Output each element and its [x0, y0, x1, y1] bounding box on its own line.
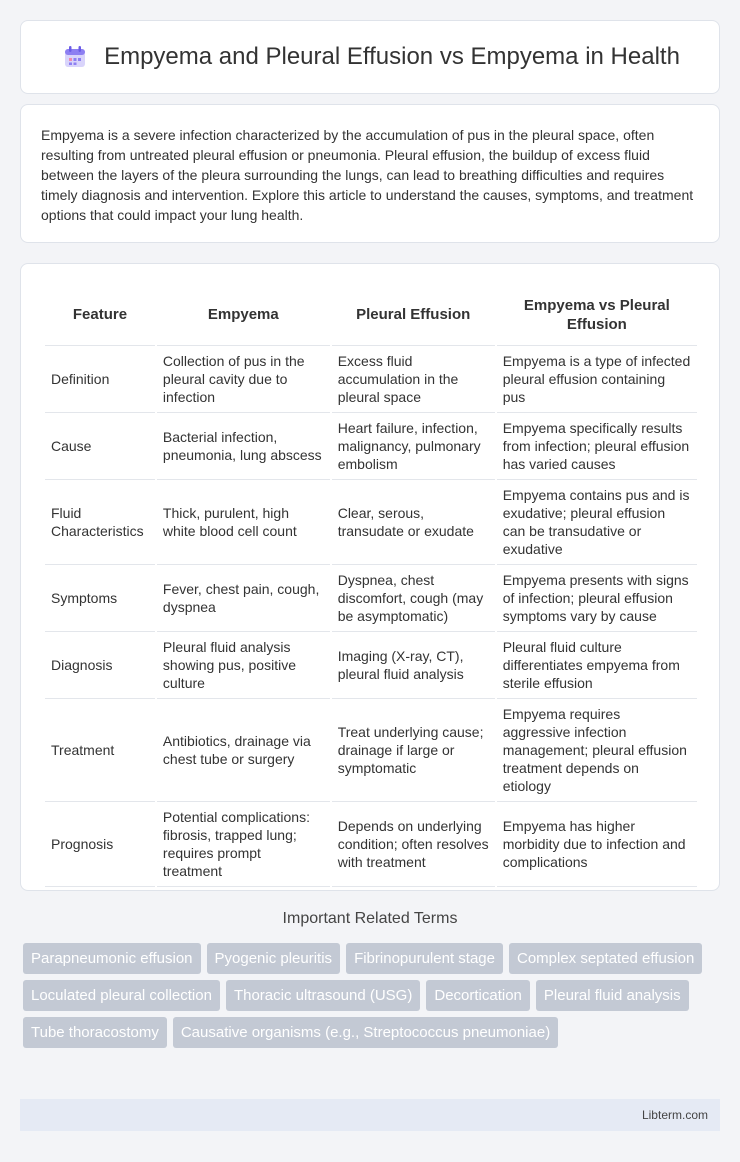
column-header: Pleural Effusion: [332, 284, 495, 346]
table-cell: Potential complications: fibrosis, trapped lung; requires prompt treatment: [157, 802, 330, 887]
column-header: Empyema vs Pleural Effusion: [497, 284, 697, 346]
table-cell: Bacterial infection, pneumonia, lung abscess: [157, 413, 330, 480]
table-cell: Fluid Characteristics: [45, 480, 155, 565]
table-cell: Empyema presents with signs of infection; pleural effusion symptoms vary by cause: [497, 565, 697, 632]
related-terms-list: [23, 943, 723, 1048]
related-term-tag[interactable]: Pleural fluid analysis: [536, 980, 689, 1011]
intro-text: Empyema is a severe infection characterized by the accumulation of pus in the pleural space, often resulting from untreated pleural effusion or pneumonia. Pleural effusion, the buildup of excess fluid between the layers of the pleura surrounding the lungs, can lead to breathing difficulties and requires timely diagnosis and intervention. Explore this article to understand the causes, symptoms, and treatment options that could impact your lung health.: [41, 127, 694, 223]
table-row: [45, 699, 697, 802]
table-cell: Prognosis: [45, 802, 155, 887]
table-cell: Definition: [45, 346, 155, 413]
table-cell: Pleural fluid culture differentiates empyema from sterile effusion: [497, 632, 697, 699]
related-term-tag[interactable]: Parapneumonic effusion: [23, 943, 201, 974]
comparison-table-card: [20, 263, 720, 891]
calendar-icon: [60, 42, 90, 72]
table-cell: Antibiotics, drainage via chest tube or surgery: [157, 699, 330, 802]
footer-brand-link[interactable]: Libterm.com: [641, 1108, 708, 1122]
table-cell: Fever, chest pain, cough, dyspnea: [157, 565, 330, 632]
table-row: [45, 565, 697, 632]
table-row: [45, 632, 697, 699]
page-header: [20, 20, 720, 94]
related-term-tag[interactable]: Fibrinopurulent stage: [346, 943, 503, 974]
table-cell: Treatment: [45, 699, 155, 802]
related-term-tag[interactable]: Causative organisms (e.g., Streptococcus pneumoniae): [173, 1017, 558, 1048]
related-term-tag[interactable]: Thoracic ultrasound (USG): [226, 980, 420, 1011]
table-row: [45, 346, 697, 413]
related-term-tag[interactable]: Complex septated effusion: [509, 943, 702, 974]
table-cell: Dyspnea, chest discomfort, cough (may be asymptomatic): [332, 565, 495, 632]
table-cell: Collection of pus in the pleural cavity due to infection: [157, 346, 330, 413]
page-title: Empyema and Pleural Effusion vs Empyema in Health: [104, 43, 680, 70]
column-header: Feature: [45, 284, 155, 346]
table-cell: Treat underlying cause; drainage if large or symptomatic: [332, 699, 495, 802]
table-cell: Clear, serous, transudate or exudate: [332, 480, 495, 565]
table-header-row: [45, 284, 697, 346]
table-cell: Cause: [45, 413, 155, 480]
table-row: [45, 480, 697, 565]
table-cell: Pleural fluid analysis showing pus, positive culture: [157, 632, 330, 699]
column-header: Empyema: [157, 284, 330, 346]
table-row: [45, 413, 697, 480]
table-cell: Excess fluid accumulation in the pleural space: [332, 346, 495, 413]
footer: [20, 1099, 720, 1131]
related-term-tag[interactable]: Pyogenic pleuritis: [207, 943, 341, 974]
table-cell: Heart failure, infection, malignancy, pulmonary embolism: [332, 413, 495, 480]
table-cell: Empyema has higher morbidity due to infection and complications: [497, 802, 697, 887]
table-cell: Imaging (X-ray, CT), pleural fluid analysis: [332, 632, 495, 699]
related-terms-heading: Important Related Terms: [282, 910, 458, 927]
intro-section: [20, 104, 720, 243]
table-cell: Empyema is a type of infected pleural effusion containing pus: [497, 346, 697, 413]
table-cell: Empyema requires aggressive infection management; pleural effusion treatment depends on etiology: [497, 699, 697, 802]
related-term-tag[interactable]: Tube thoracostomy: [23, 1017, 167, 1048]
table-row: [45, 802, 697, 887]
table-cell: Symptoms: [45, 565, 155, 632]
table-cell: Depends on underlying condition; often resolves with treatment: [332, 802, 495, 887]
table-cell: Thick, purulent, high white blood cell count: [157, 480, 330, 565]
table-cell: Empyema specifically results from infection; pleural effusion has varied causes: [497, 413, 697, 480]
related-term-tag[interactable]: Decortication: [426, 980, 530, 1011]
table-cell: Diagnosis: [45, 632, 155, 699]
related-term-tag[interactable]: Loculated pleural collection: [23, 980, 220, 1011]
comparison-table: [43, 284, 699, 887]
table-cell: Empyema contains pus and is exudative; pleural effusion can be transudative or exudative: [497, 480, 697, 565]
